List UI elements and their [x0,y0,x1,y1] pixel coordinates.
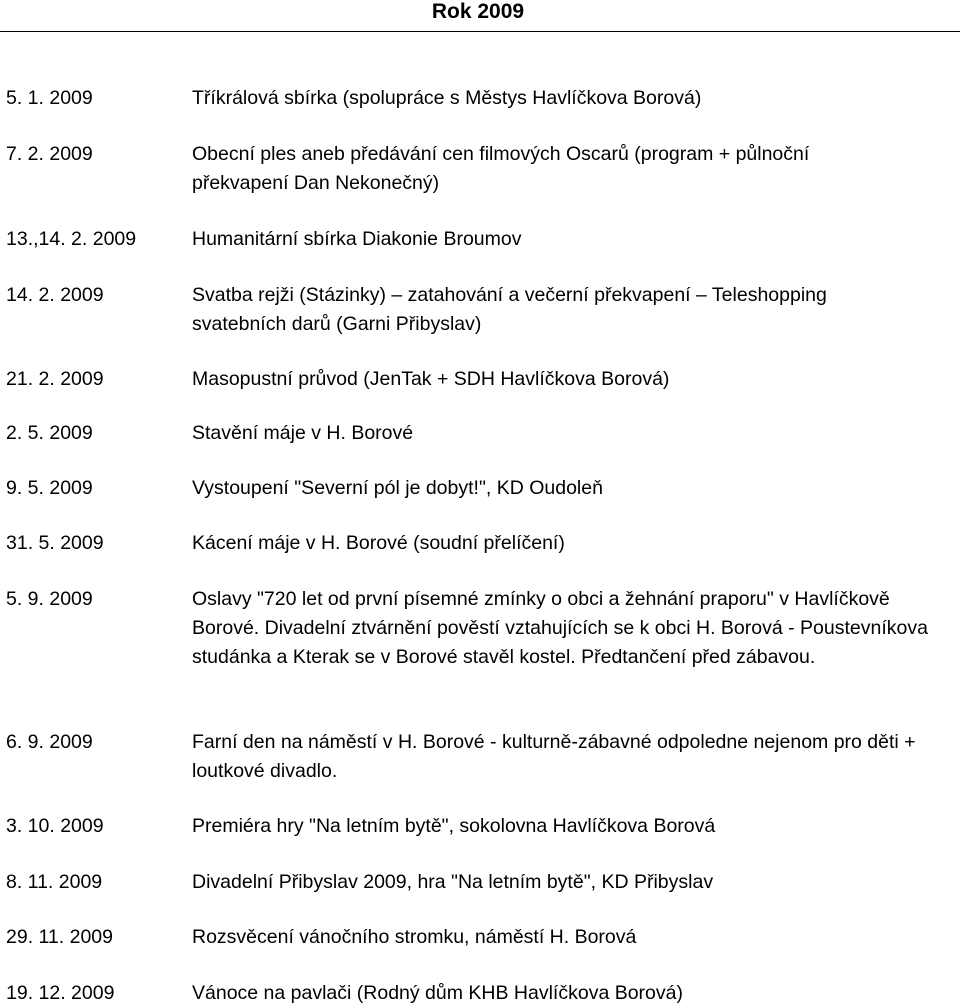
event-date: 9. 5. 2009 [6,477,93,499]
event-date: 5. 9. 2009 [6,588,93,610]
event-date: 8. 11. 2009 [6,871,103,893]
event-description: Stavění máje v H. Borové [192,422,414,444]
event-date: 29. 11. 2009 [6,926,113,948]
event-date: 5. 1. 2009 [6,87,93,109]
event-description: Rozsvěcení vánočního stromku, náměstí H. Borová [192,926,637,948]
event-date: 7. 2. 2009 [6,143,93,165]
event-date: 21. 2. 2009 [6,368,104,390]
event-description: Obecní ples aneb předávání cen filmových Oscarů (program + půlnoční překvapení Dan Nekonečný) [192,143,810,194]
event-description: Masopustní průvod (JenTak + SDH Havlíčkova Borová) [192,368,670,390]
event-date: 19. 12. 2009 [6,982,115,1004]
event-description: Oslavy "720 let od první písemné zmínky o obci a žehnání praporu" v Havlíčkově Borové. Divadelní ztvárnění pověstí vztahujících se k obci H. Borová - Poustevníkova studánka a Kterak se v Borové stavěl kostel. Předtančení před zábavou. [192,588,928,668]
event-date: 6. 9. 2009 [6,731,93,753]
event-description: Divadelní Přibyslav 2009, hra "Na letním bytě", KD Přibyslav [192,871,714,893]
event-description: Premiéra hry "Na letním bytě", sokolovna Havlíčkova Borová [192,815,716,837]
event-description: Tříkrálová sbírka (spolupráce s Městys Havlíčkova Borová) [192,87,702,109]
event-description: Kácení máje v H. Borové (soudní přelíčení) [192,532,565,554]
event-description: Svatba rejži (Stázinky) – zatahování a večerní překvapení – Teleshopping svatebních darů (Garni Přibyslav) [192,284,827,335]
event-description: Vystoupení "Severní pól je dobyt!", KD Oudoleň [192,477,603,499]
event-description: Humanitární sbírka Diakonie Broumov [192,228,522,250]
event-date: 13.,14. 2. 2009 [6,228,137,250]
event-date: 2. 5. 2009 [6,422,93,444]
event-description: Vánoce na pavlači (Rodný dům KHB Havlíčkova Borová) [192,982,683,1004]
event-date: 14. 2. 2009 [6,284,104,306]
page-title: Rok 2009 [431,0,525,23]
event-date: 31. 5. 2009 [6,532,104,554]
event-date: 3. 10. 2009 [6,815,104,837]
event-description: Farní den na náměstí v H. Borové - kulturně-zábavné odpoledne nejenom pro děti + loutkové divadlo. [192,731,916,782]
